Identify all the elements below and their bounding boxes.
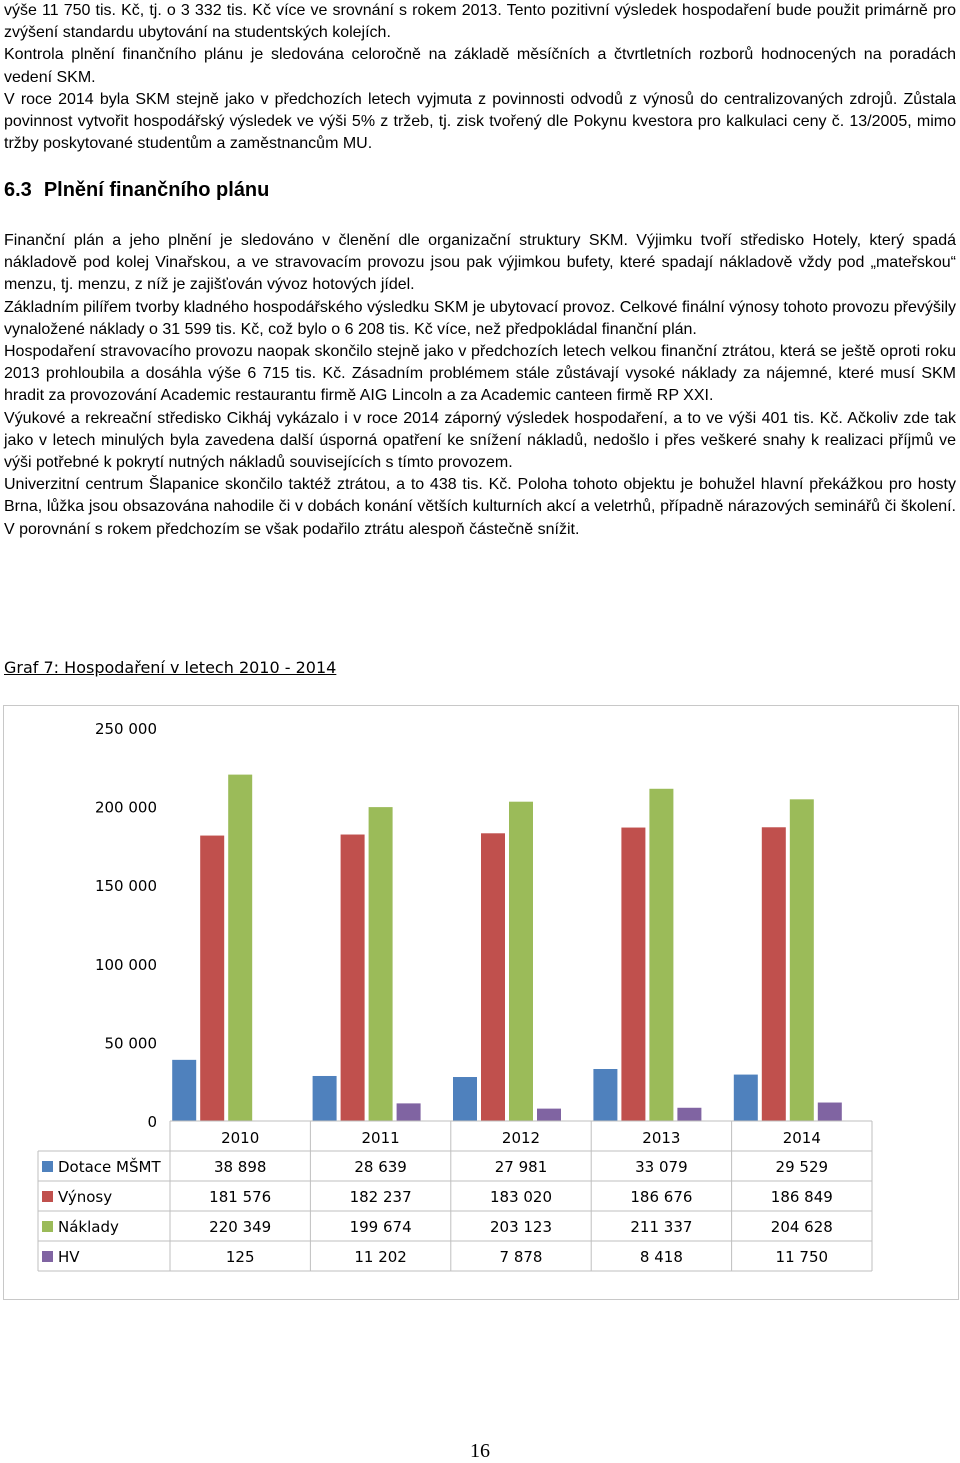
y-tick-label: 150 000 [94, 877, 157, 896]
bar-hv-2014 [818, 1103, 842, 1121]
data-label: 203 123 [489, 1218, 553, 1236]
bar-chart [4, 706, 958, 1299]
paragraph: Kontrola plnění finančního plánu je sledována celoročně na základě měsíčních a čtvrtletních rozborů hodnocených na poradách vedení SKM. [4, 46, 956, 86]
data-label: 11 750 [775, 1248, 829, 1266]
bar-v-nosy-2012 [481, 833, 505, 1121]
bar-v-nosy-2014 [762, 827, 786, 1121]
bar-dotace-m-mt-2014 [734, 1075, 758, 1121]
bar-n-klady-2011 [369, 807, 393, 1121]
data-label: 125 [225, 1248, 255, 1266]
data-label: 181 576 [209, 1188, 272, 1206]
bar-v-nosy-2013 [621, 828, 645, 1121]
paragraph: Hospodaření stravovacího provozu naopak skončilo stejně jako v předchozích letech velkou finanční ztrátou, která se ještě oproti roku 2013 prohloubila a dosáhla výše 6 715 tis. Kč. Zásadním problémem stále zůstávají vysoké náklady za nájemné, které musí SKM hradit za provozování Academic restaurantu firmě AIG Lincoln a za Academic canteen firmě RP XXI. [4, 343, 956, 405]
bar-hv-2013 [677, 1108, 701, 1121]
paragraph: Finanční plán a jeho plnění je sledováno v členění dle organizační struktury SKM. Výjimku tvoří středisko Hotely, který spadá nákladově pod kolej Vinařskou, a ve stravovacím provozu jsou pak výjimkou bufety, které spadají nákladově vždy pod „mateřskou“ menzu, tj. menzu, z níž je zajišťován vývoz hotových jídel. [4, 232, 956, 294]
bar-dotace-m-mt-2012 [453, 1077, 477, 1121]
section-heading [4, 179, 269, 202]
data-label: 220 349 [209, 1218, 272, 1236]
chart-caption: Graf 7: Hospodaření v letech 2010 - 2014 [4, 658, 337, 677]
body-text-top [4, 0, 956, 155]
paragraph: Základním pilířem tvorby kladného hospodářského výsledku SKM je ubytovací provoz. Celkové finální výnosy tohoto provozu převýšily vynaložené náklady o 31 599 tis. Kč, což bylo o 6 208 tis. Kč více, než předpokládal finanční plán. [4, 298, 956, 338]
legend-label: HV [58, 1248, 80, 1266]
x-tick-label: 2012 [501, 1129, 541, 1147]
legend-swatch [42, 1251, 53, 1262]
y-tick-label: 0 [147, 1113, 157, 1131]
bar-hv-2011 [397, 1103, 421, 1121]
paragraph: Výukové a rekreační středisko Cikháj vykázalo i v roce 2014 záporný výsledek hospodaření, a to ve výši 401 tis. Kč. Ačkoliv zde tak jako v letech minulých byla zavedena další úsporná opatření ke snížení nákladů, nedošlo i přes veškeré snahy k realizaci příjmů ve výši potřebné k pokrytí nutných nákladů souvisejících s tímto provozem. [4, 409, 956, 472]
bar-n-klady-2013 [649, 789, 673, 1121]
legend-label: Náklady [58, 1218, 119, 1236]
data-label: 182 237 [349, 1188, 412, 1206]
legend-swatch [42, 1161, 53, 1172]
x-tick-label: 2011 [361, 1129, 400, 1147]
bar-dotace-m-mt-2013 [593, 1069, 617, 1121]
bar-dotace-m-mt-2011 [313, 1076, 337, 1121]
bar-hv-2012 [537, 1109, 561, 1121]
chart-container [3, 705, 959, 1300]
data-label: 29 529 [775, 1158, 829, 1176]
bar-n-klady-2012 [509, 802, 533, 1121]
data-label: 11 202 [354, 1248, 407, 1266]
data-label: 199 674 [349, 1218, 412, 1236]
data-label: 33 079 [635, 1158, 688, 1176]
paragraph: Univerzitní centrum Šlapanice skončilo taktéž ztrátou, a to 438 tis. Kč. Poloha tohoto objektu je bohužel hlavní překážkou pro hosty Brna, lůžka jsou obsazována nahodile či v dobách konání větších kulturních akcí a veletrhů, případně nárazových seminářů či školení. V porovnání s rokem předchozím se však podařilo ztrátu alespoň částečně snížit. [4, 476, 956, 538]
data-label: 211 337 [630, 1218, 693, 1236]
data-label: 183 020 [489, 1188, 553, 1206]
y-tick-label: 200 000 [94, 798, 157, 817]
section-number: 6.3 [4, 179, 32, 201]
legend-label: Dotace MŠMT [58, 1158, 161, 1176]
bar-v-nosy-2010 [200, 836, 224, 1121]
data-label: 186 676 [630, 1188, 693, 1206]
paragraph: výše 11 750 tis. Kč, tj. o 3 332 tis. Kč více ve srovnání s rokem 2013. Tento pozitivní výsledek hospodaření bude použit primárně pro zvýšení standardu ubytování na studentských kolejích. [4, 2, 956, 42]
x-tick-label: 2013 [642, 1129, 681, 1147]
data-label: 7 878 [499, 1248, 543, 1266]
y-tick-label: 250 000 [94, 720, 157, 738]
bar-dotace-m-mt-2010 [172, 1060, 196, 1121]
legend-label: Výnosy [58, 1188, 113, 1206]
bar-n-klady-2014 [790, 799, 814, 1121]
data-label: 27 981 [494, 1158, 548, 1176]
y-tick-label: 100 000 [94, 955, 157, 974]
y-tick-label: 50 000 [104, 1034, 157, 1053]
x-tick-label: 2014 [782, 1129, 821, 1147]
data-label: 28 639 [354, 1158, 407, 1176]
data-label: 8 418 [639, 1248, 683, 1266]
data-label: 38 898 [213, 1158, 267, 1176]
data-label: 186 849 [770, 1188, 833, 1206]
section-title: Plnění finančního plánu [43, 179, 270, 201]
paragraph: V roce 2014 byla SKM stejně jako v předchozích letech vyjmuta z povinnosti odvodů z výnosů do centralizovaných zdrojů. Zůstala povinnost vytvořit hospodářský výsledek ve výši 5% z tržeb, tj. zisk tvořený dle Pokynu kvestora pro kalkulaci ceny č. 13/2005, mimo tržby poskytované studentům a zaměstnancům MU. [4, 90, 956, 153]
data-label: 204 628 [770, 1218, 833, 1236]
bar-v-nosy-2011 [341, 835, 365, 1121]
x-tick-label: 2010 [221, 1129, 260, 1147]
body-text-section [4, 230, 956, 541]
bar-n-klady-2010 [228, 775, 252, 1121]
legend-swatch [42, 1191, 53, 1202]
page-number: 16 [470, 1440, 490, 1462]
legend-swatch [42, 1221, 53, 1232]
